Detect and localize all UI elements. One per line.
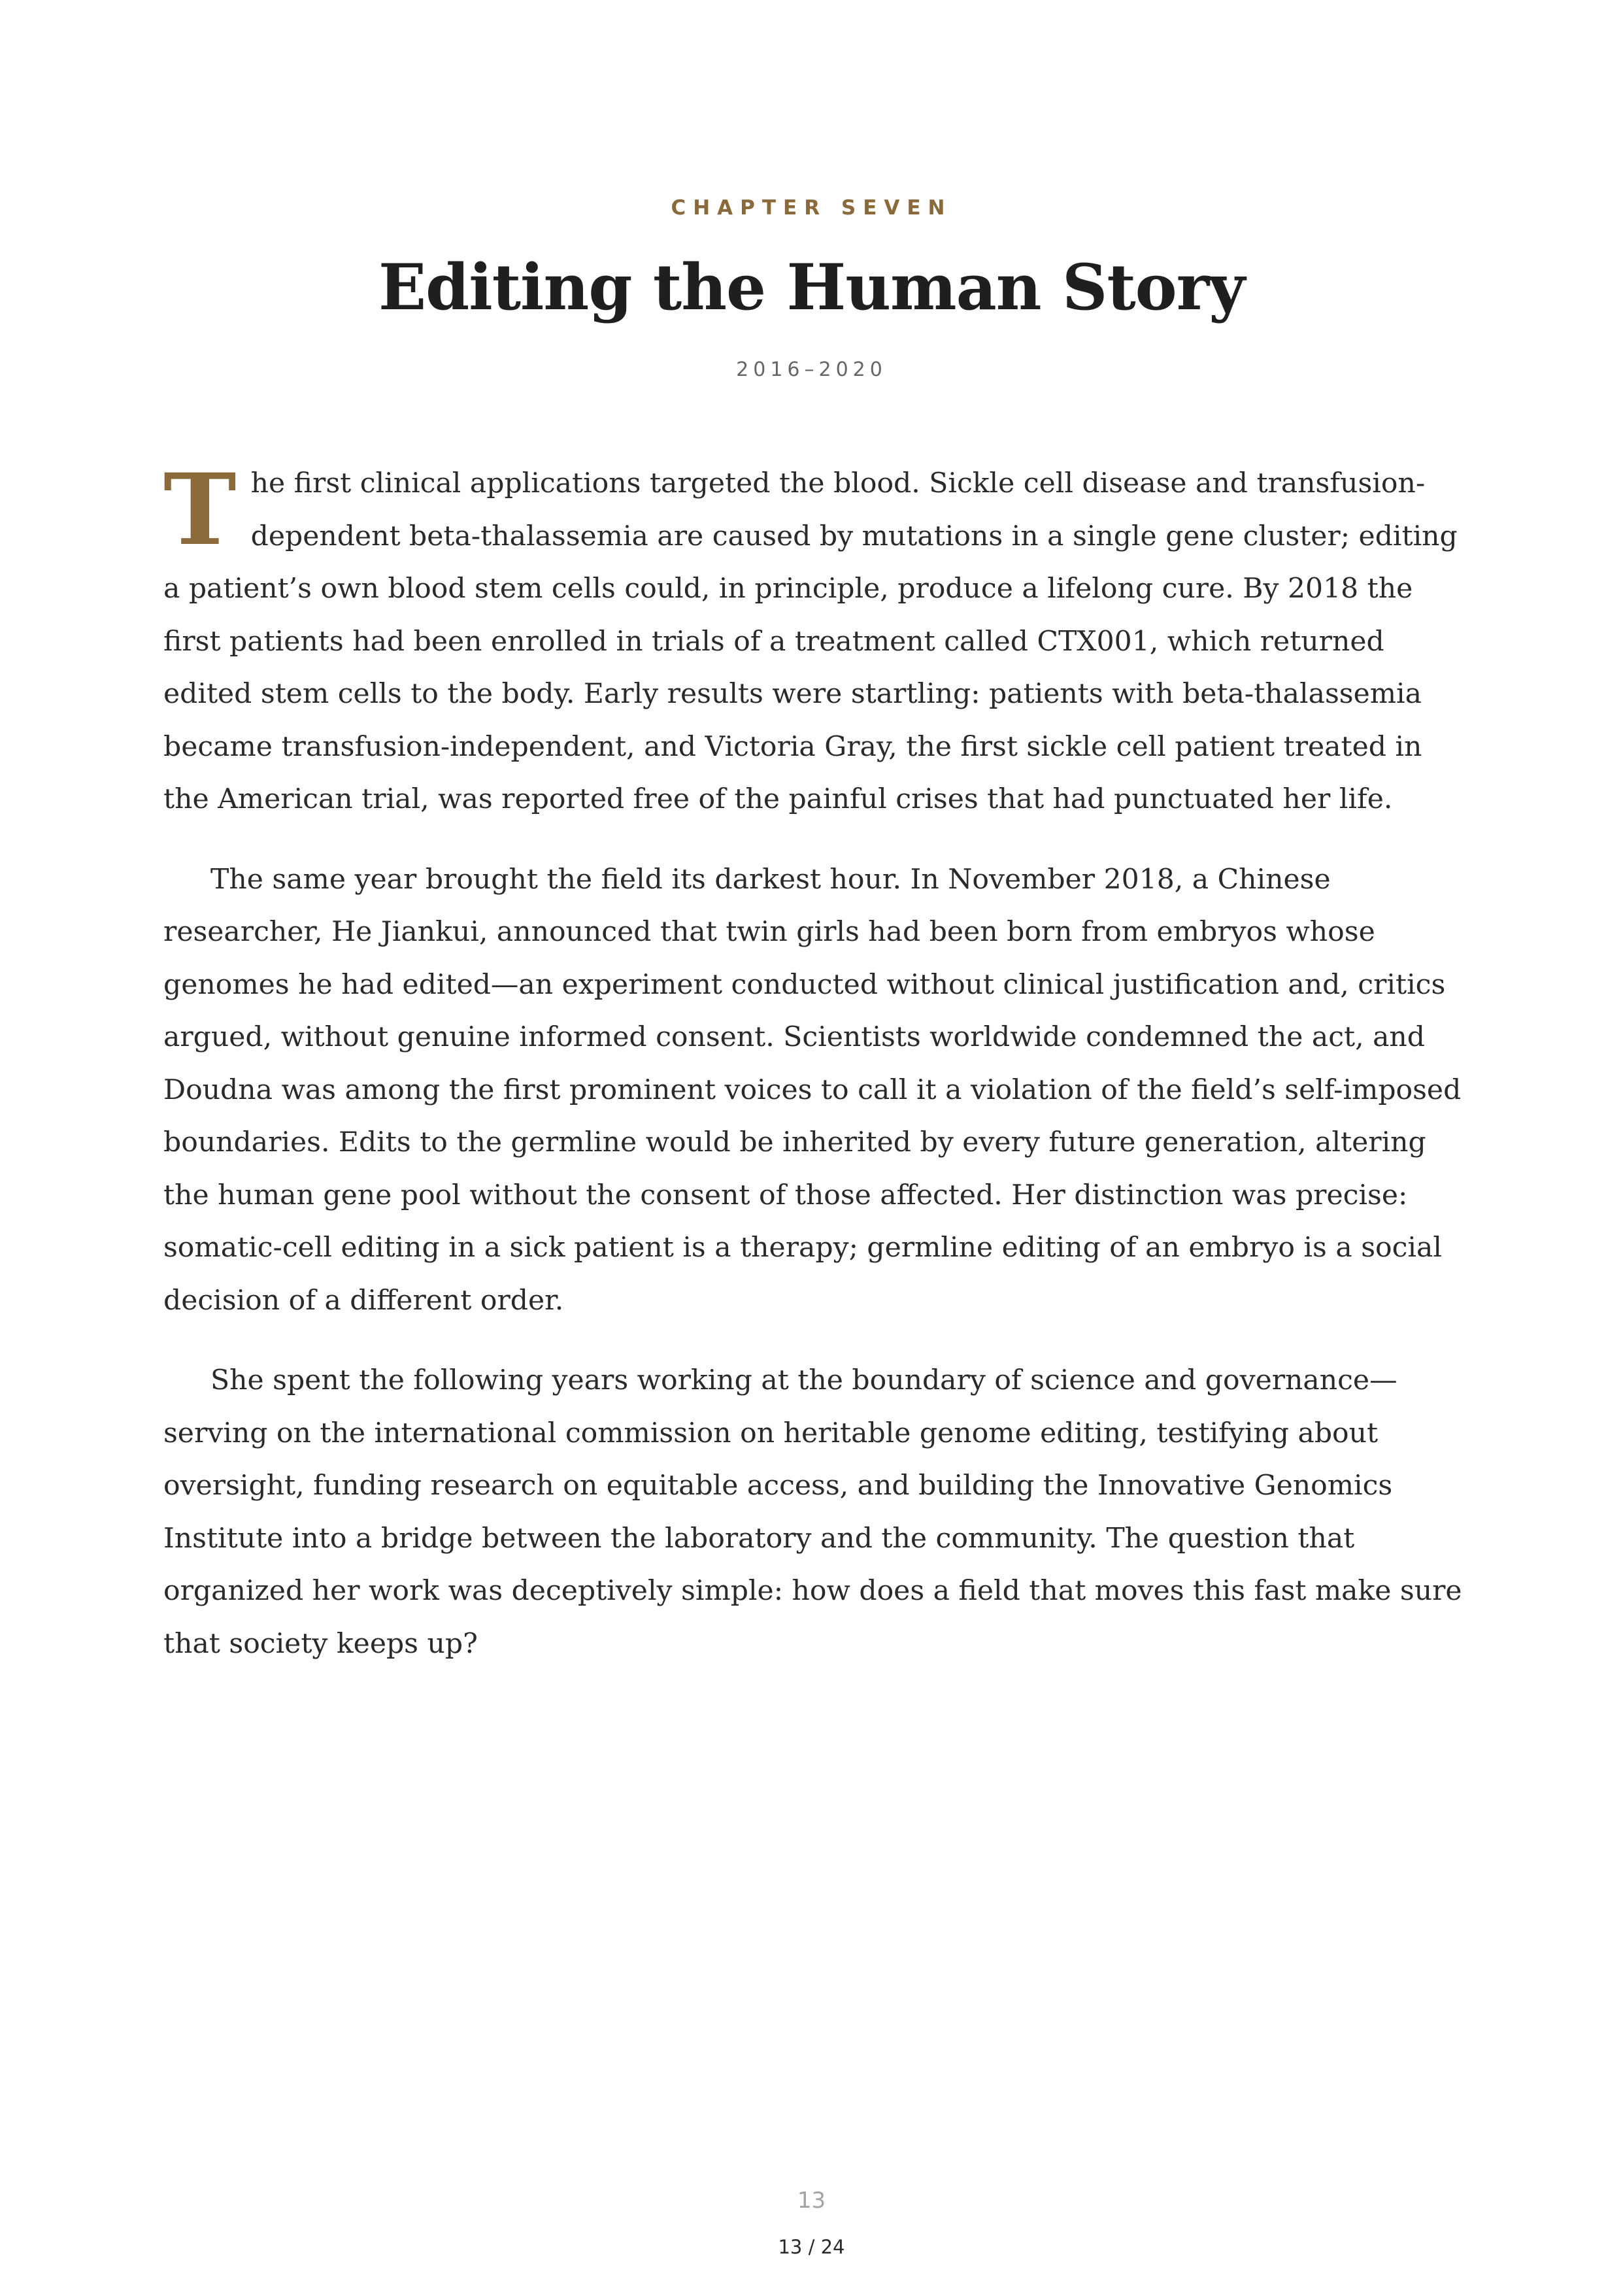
page-counter: 13 / 24 [778, 2236, 845, 2258]
body-paragraph: She spent the following years working at the boundary of science and governance—serving on the international commission on heritable genome editing, testifying about oversight, funding research on equitable access, and building the Innovative Genomics Institute into a bridge between the laboratory and the community. The question that organized her work was deceptively simple: how does a field that moves this fast make sure that society keeps up? [163, 1364, 1462, 1660]
body-paragraph [163, 452, 1464, 826]
chapter-body [163, 452, 1464, 1698]
paragraph-text: he first clinical applications targeted the blood. Sickle cell disease and transfusion-dependent beta-thalassemia are caused by mutations in a single gene cluster; editing a patient’s own blood stem cells could, in principle, produce a lifelong cure. By 2018 the first patients had been enrolled in trials of a treatment called CTX001, which returned edited stem cells to the body. Early results were startling: patients with beta-thalassemia became transfusion-independent, and Victoria Gray, the first sickle cell patient treated in the American trial, was reported free of the painful crises that had punctuated her life. [163, 467, 1458, 815]
chapter-label: CHAPTER SEVEN [671, 196, 952, 220]
page-number: 13 [797, 2187, 826, 2214]
chapter-dates: 2016–2020 [736, 358, 887, 381]
drop-cap: T [163, 452, 237, 567]
chapter-title: Editing the Human Story [378, 250, 1245, 324]
body-paragraph: The same year brought the field its darkest hour. In November 2018, a Chinese researcher, He Jiankui, announced that twin girls had been born from embryos whose genomes he had edited—an experiment conducted without clinical justification and, critics argued, without genuine informed consent. Scientists worldwide condemned the act, and Doudna was among the first prominent voices to call it a violation of the field’s self-imposed boundaries. Edits to the germline would be inherited by every future generation, altering the human gene pool without the consent of those affected. Her distinction was precise: somatic-cell editing in a sick patient is a therapy; germline editing of an embryo is a social decision of a different order. [163, 863, 1462, 1317]
